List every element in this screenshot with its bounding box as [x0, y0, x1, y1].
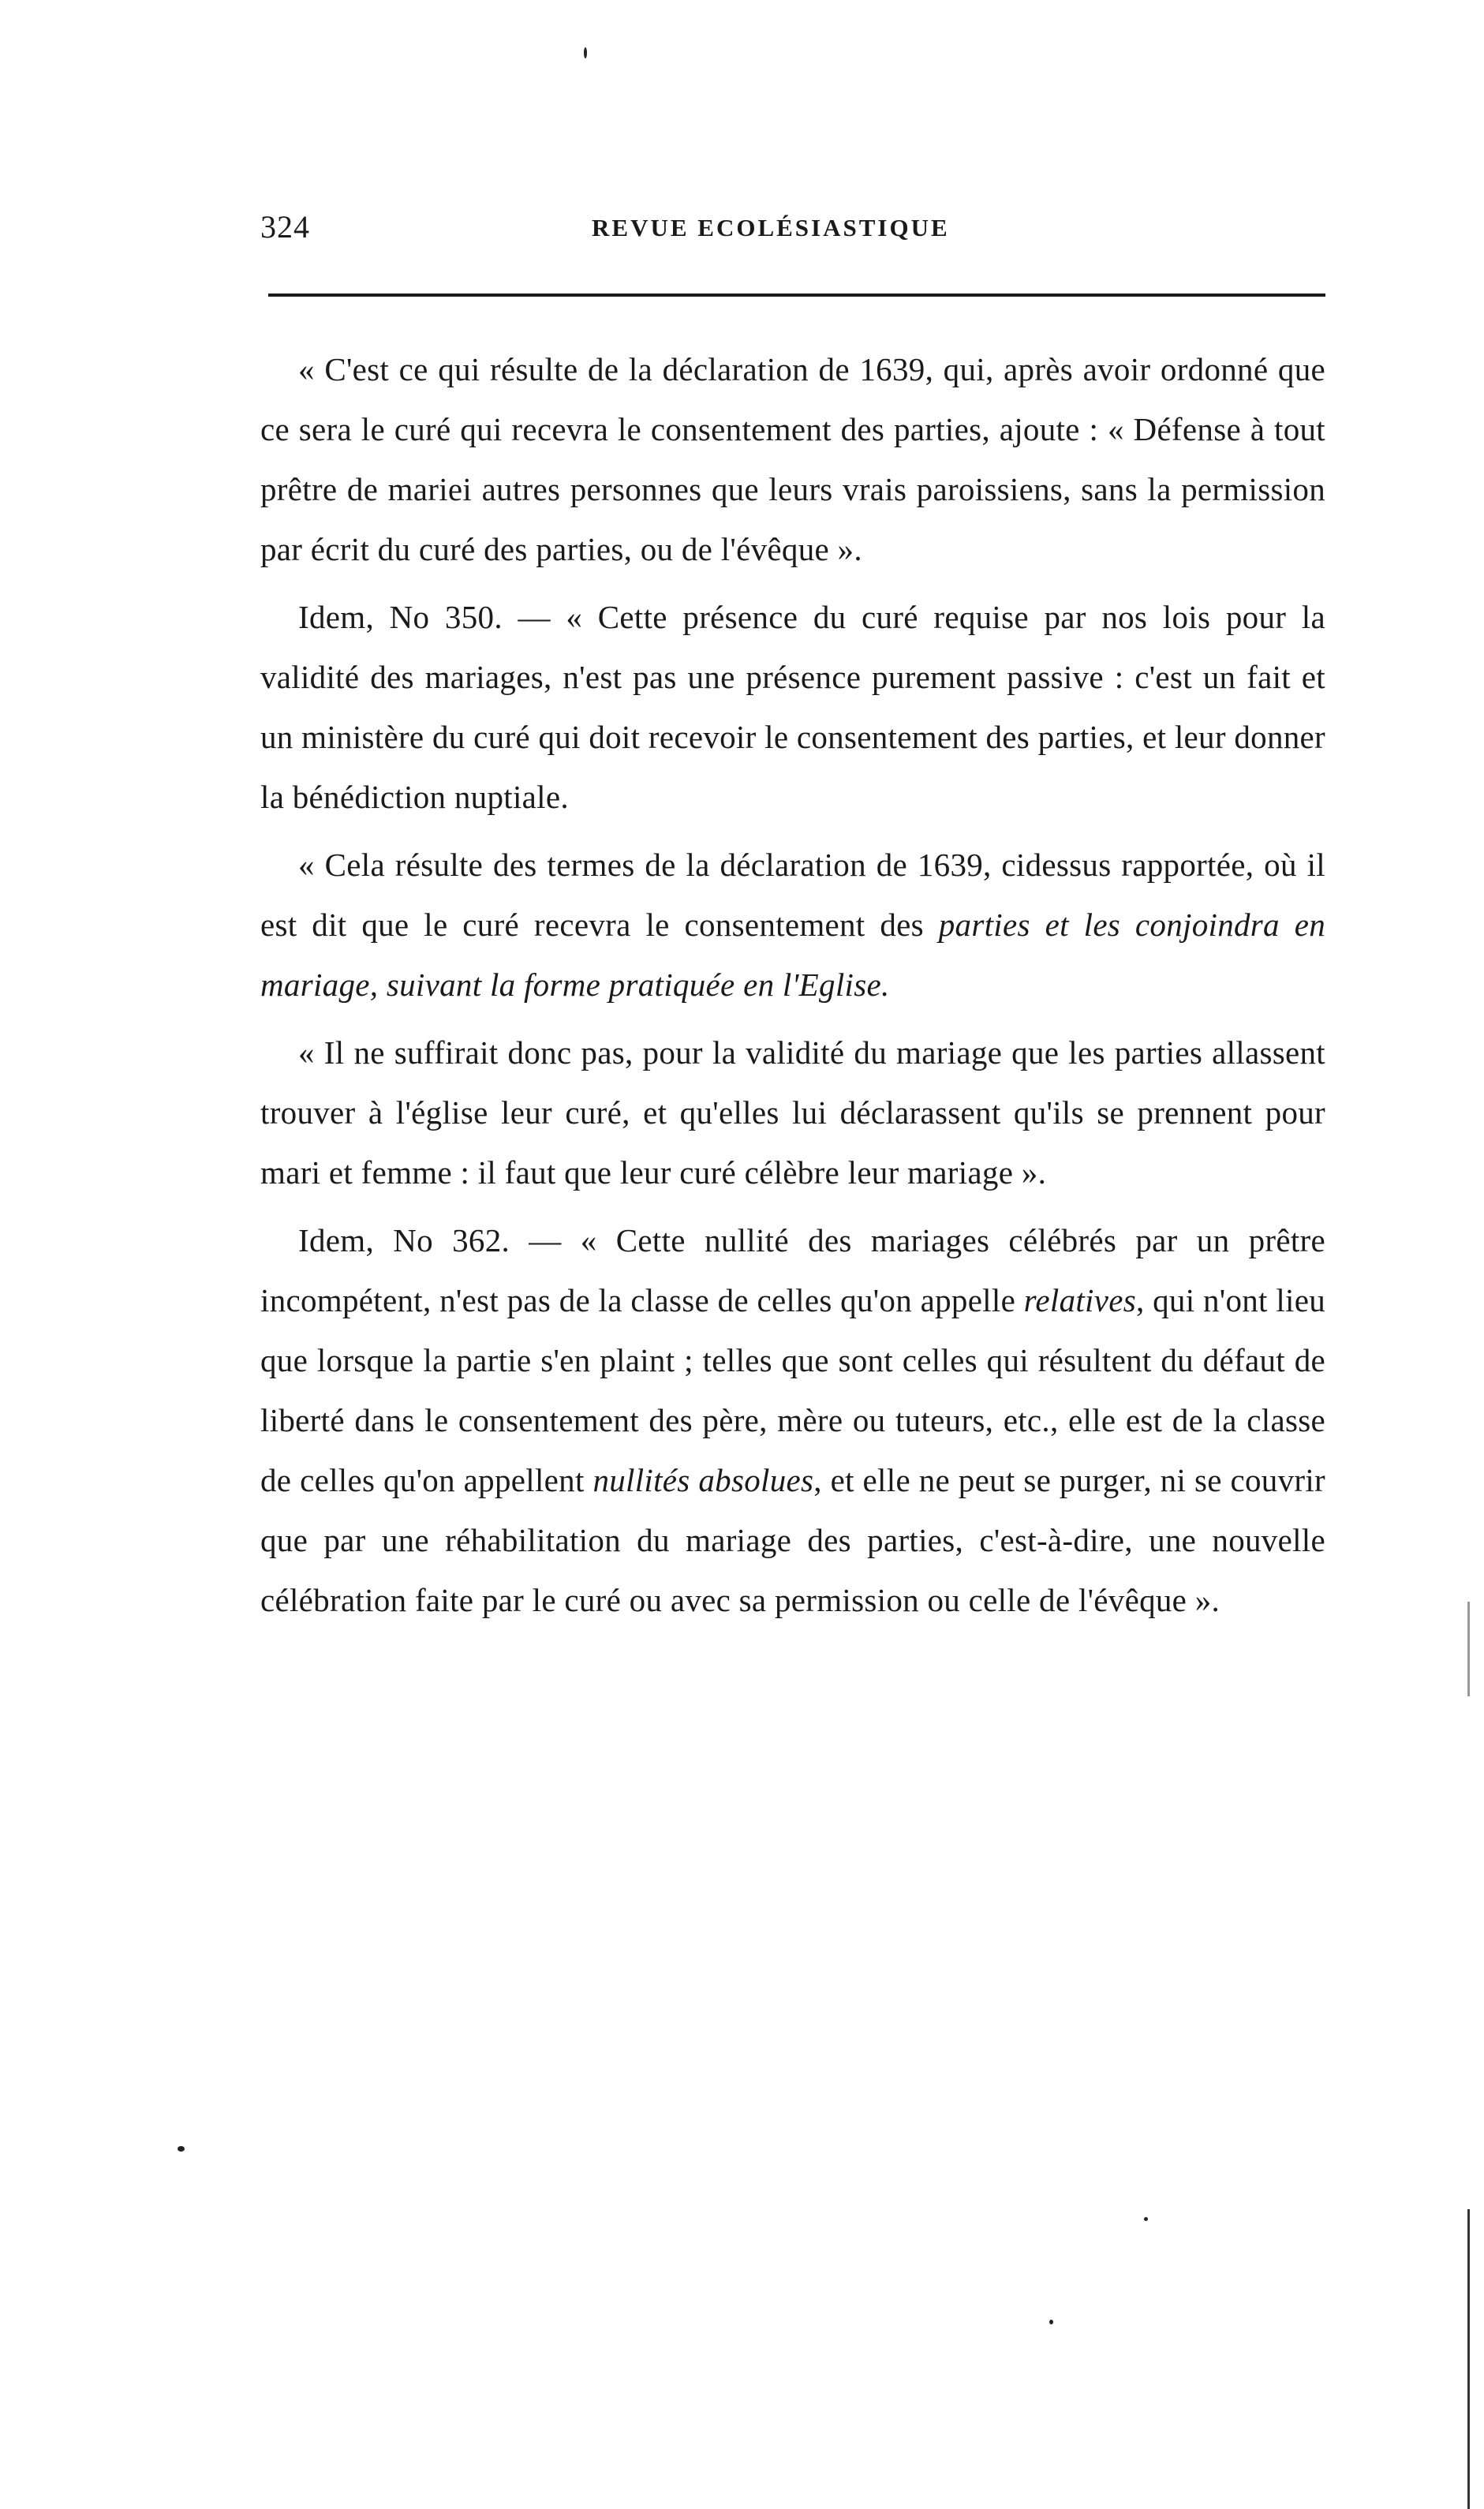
scan-edge-line	[1467, 2209, 1470, 2509]
header-rule	[268, 294, 1325, 297]
paragraph-5	[260, 1210, 1325, 1630]
scan-speck	[1144, 2217, 1148, 2221]
paragraph-4-text: « Il ne suffirait donc pas, pour la validité du mariage que les parties allassent trouver à l'église leur curé, et qu'elles lui déclarassent qu'ils se prennent pour mari et femme : il faut que leur curé célèbre leur mariage ».	[260, 1034, 1325, 1191]
paragraph-5-text-a: Idem, No 362. — « Cette nullité des mariages célébrés par un prêtre incompétent, n'est pas de la classe de celles qu'on appelle	[260, 1222, 1325, 1318]
paragraph-1-text: « C'est ce qui résulte de la déclaration de 1639, qui, après avoir ordonné que ce sera le curé qui recevra le consentement des parties, ajoute : « Défense à tout prêtre de mariei autres personnes que leurs vrais paroissiens, sans la permission par écrit du curé des parties, ou de l'évêque ».	[260, 351, 1325, 567]
paragraph-4	[260, 1023, 1325, 1202]
scan-speck	[584, 47, 587, 58]
paragraph-1	[260, 339, 1325, 579]
running-head	[260, 204, 1325, 251]
paragraph-3-text: « Cela résulte des termes de la déclaration de 1639, cidessus rapportée, où il est dit que le curé recevra le consentement des	[260, 847, 1325, 943]
journal-title: REVUE ECOLÉSIASTIQUE	[592, 214, 950, 241]
paragraph-5-text-b: , qui n'ont lieu que lorsque la partie s'en plaint ; telles que sont celles qui résultent du défaut de liberté dans le consentement des père, mère ou tuteurs, etc., elle est de la classe de celles qu'on appellent	[260, 1282, 1325, 1498]
paragraph-2	[260, 587, 1325, 827]
paragraph-5-italic-nullites: nullités absolues	[592, 1462, 814, 1498]
paragraph-5-text-c: , et elle ne peut se purger, ni se couvrir que par une réhabilitation du mariage des parties, c'est-à-dire, une nouvelle célébration faite par le curé ou avec sa permission ou celle de l'évêque ».	[260, 1462, 1325, 1618]
paragraph-5-italic-relatives: relatives	[1023, 1282, 1136, 1318]
scan-speck	[178, 2146, 185, 2152]
paragraph-3	[260, 835, 1325, 1015]
body-text	[260, 339, 1325, 1638]
paragraph-3-italic-quote: parties et les conjoindra en mariage, suivant la forme pratiquée en l'Eglise.	[260, 907, 1325, 1003]
paragraph-2-text: Idem, No 350. — « Cette présence du curé requise par nos lois pour la validité des mariages, n'est pas une présence purement passive : c'est un fait et un ministère du curé qui doit recevoir le consentement des parties, et leur donner la bénédiction nuptiale.	[260, 599, 1325, 815]
page-number: 324	[260, 209, 310, 245]
scan-speck	[1049, 2320, 1053, 2324]
scan-edge-line	[1467, 1602, 1470, 1696]
